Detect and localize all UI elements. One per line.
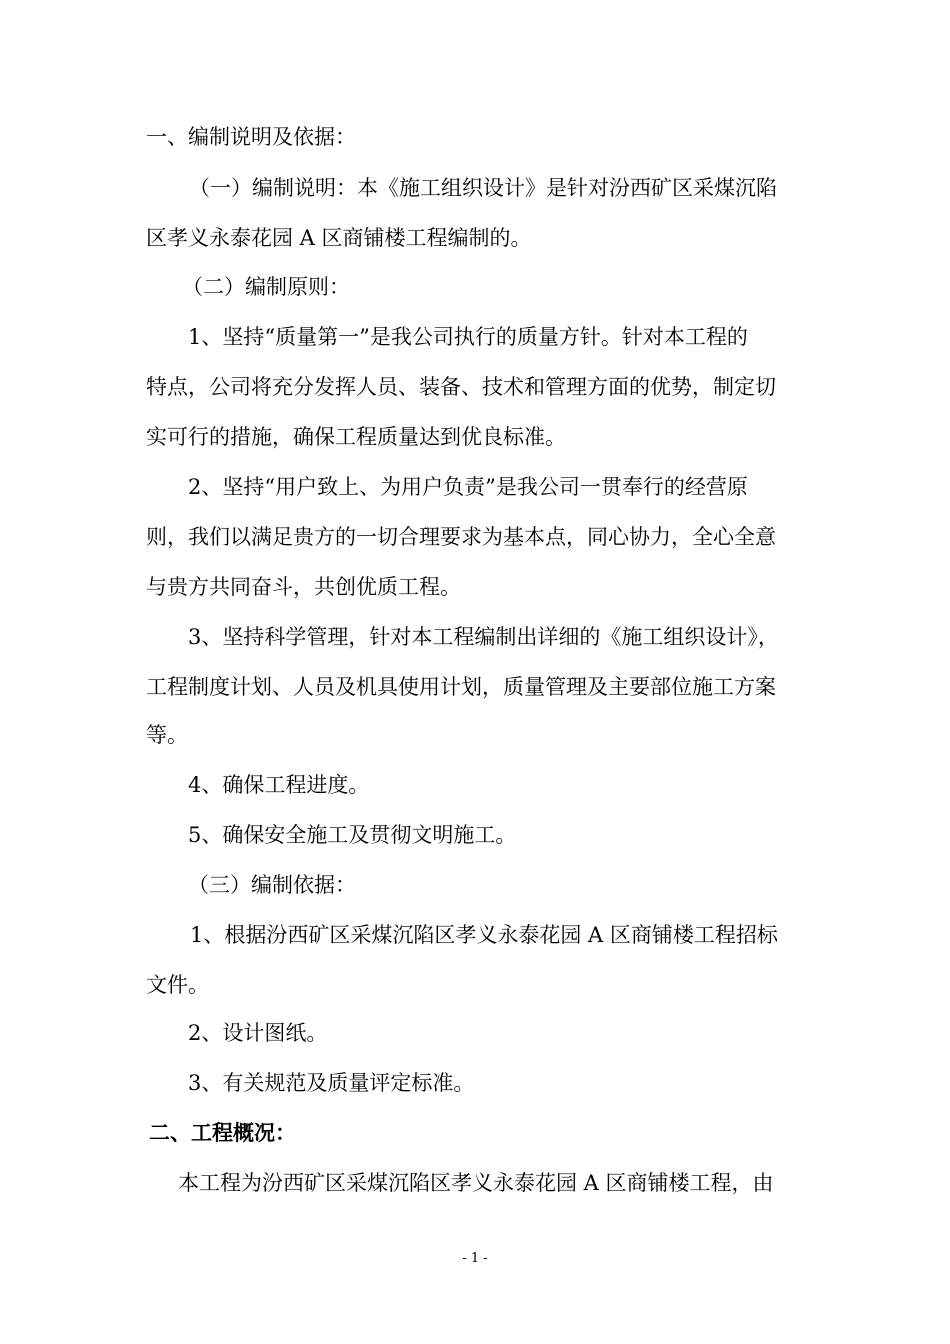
paragraph-line: 则，我们以满足贵方的一切合理要求为基本点，同心协力，全心全意: [146, 525, 776, 549]
paragraph-line: 文件。: [146, 973, 209, 997]
paragraph-line: 3、坚持科学管理，针对本工程编制出详细的《施工组织设计》，: [188, 625, 779, 649]
section-heading-compilation: 一、编制说明及依据：: [146, 125, 356, 149]
paragraph-line: 1、根据汾西矿区采煤沉陷区孝义永泰花园 A 区商铺楼工程招标: [190, 923, 778, 947]
paragraph-line: 区孝义永泰花园 A 区商铺楼工程编制的。: [146, 226, 532, 250]
paragraph-line: 1、坚持“质量第一”是我公司执行的质量方针。针对本工程的: [188, 325, 748, 349]
paragraph-line: 3、有关规范及质量评定标准。: [188, 1071, 475, 1095]
paragraph-line: 与贵方共同奋斗，共创优质工程。: [146, 575, 461, 599]
paragraph-line: 5、确保安全施工及贯彻文明施工。: [188, 823, 517, 847]
subheading-basis: （三）编制依据：: [188, 873, 356, 897]
paragraph-line: 特点，公司将充分发挥人员、装备、技术和管理方面的优势，制定切: [146, 375, 776, 399]
subheading-principles: （二）编制原则：: [182, 275, 350, 299]
paragraph-line: 实可行的措施，确保工程质量达到优良标准。: [146, 425, 566, 449]
paragraph-line: 工程制度计划、人员及机具使用计划，质量管理及主要部位施工方案: [146, 675, 776, 699]
page-number: - 1 -: [462, 1251, 488, 1266]
paragraph-line: 2、设计图纸。: [188, 1021, 328, 1045]
paragraph-line: 本工程为汾西矿区采煤沉陷区孝义永泰花园 A 区商铺楼工程，由: [178, 1171, 774, 1195]
paragraph-line: 等。: [146, 723, 188, 747]
paragraph-line: 4、确保工程进度。: [188, 773, 370, 797]
section-heading-overview: 二、工程概况：: [149, 1120, 296, 1145]
paragraph-line: （一）编制说明：本《施工组织设计》是针对汾西矿区采煤沉陷: [189, 176, 777, 200]
paragraph-line: 2、坚持“用户致上、为用户负责”是我公司一贯奉行的经营原: [188, 475, 748, 499]
